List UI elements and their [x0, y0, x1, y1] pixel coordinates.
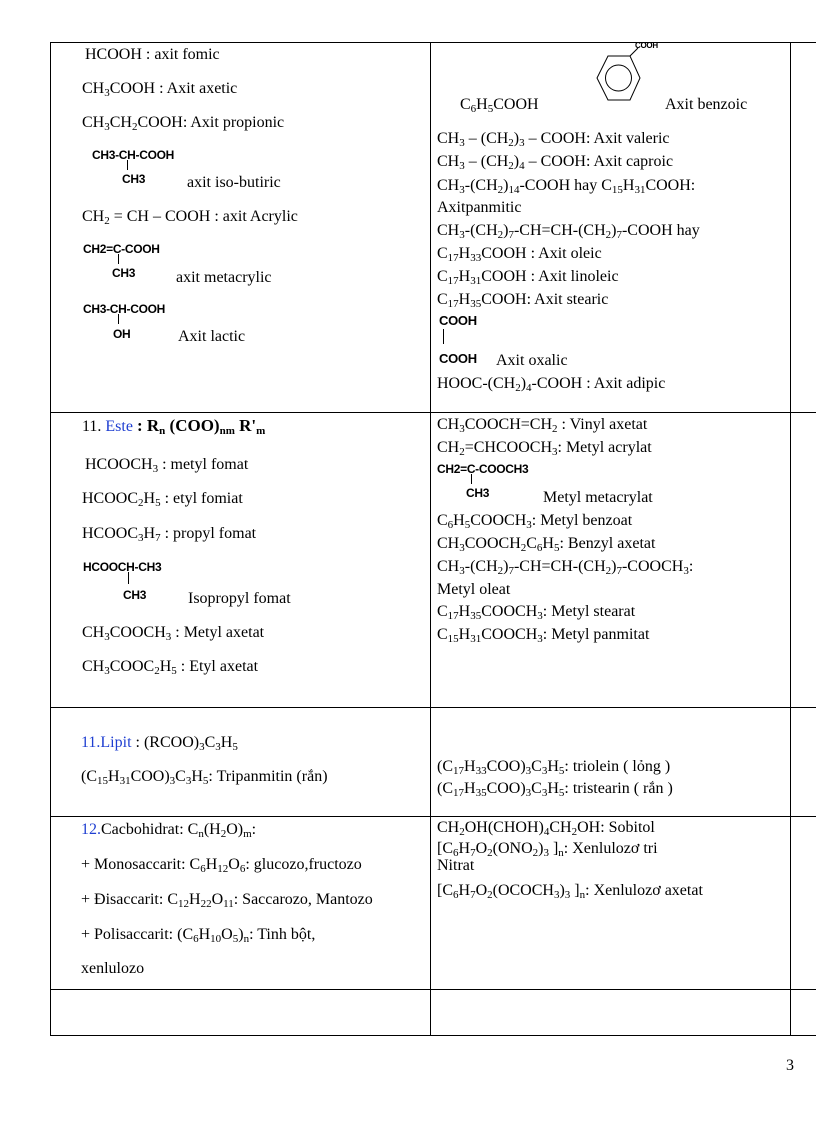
acrylic-acid: $CH_2$ = CH – COOH : axit Acrylic [82, 208, 298, 227]
isopropyl-name: Isopropyl fomat [188, 590, 291, 607]
panmitic-name: Axitpanmitic [437, 199, 522, 216]
lactic-structure-top: CH3-CH-COOH [83, 302, 166, 316]
table-border-bottom [50, 1035, 816, 1036]
methyl-oleate-name: Metyl oleat [437, 581, 511, 598]
oxalic-name: Axit oxalic [496, 352, 568, 369]
bond-line [443, 329, 444, 344]
stearic-acid: $C_{17}H_{35}COOH$: Axit stearic [437, 291, 609, 310]
row-divider-4 [50, 989, 816, 990]
page-number: 3 [786, 1057, 794, 1074]
triolein: $(C_{17}H_{33}COO)_3C_3H_5$: triolein ( lỏng ) [437, 758, 671, 777]
bond-line [128, 572, 129, 584]
bond-line [471, 474, 472, 484]
methyl-acrylate: $CH_2=CHCOOCH_3$: Metyl acrylat [437, 439, 652, 458]
oxalic-bottom: COOH [439, 351, 477, 366]
benzene-ring-icon [580, 48, 660, 110]
disaccarit: + Đisaccarit: $C_{12}H_{22}O_{11}$: Saccarozo, Mantozo [81, 891, 373, 910]
benzoic-name: Axit benzoic [665, 96, 748, 113]
lactic-name: Axit lactic [178, 328, 246, 345]
sobitol: $CH_2OH(CHOH)_4CH_2OH$: Sobitol [437, 819, 655, 838]
row-divider-2 [50, 707, 816, 708]
benzoic-formula: $C_6H_5COOH$ [460, 96, 539, 115]
oleic-acid: $C_{17}H_{33}COOH$ : Axit oleic [437, 245, 602, 264]
compound-table [50, 42, 816, 1035]
metacrylat-structure-bottom: CH3 [466, 486, 490, 500]
valeric-acid: $CH_3 - (CH_2)_3$ – COOH: Axit valeric [437, 130, 670, 149]
column-divider-2 [790, 42, 791, 1035]
xenlulozo-trinitrat-2: Nitrat [437, 857, 475, 874]
table-border-top [50, 42, 816, 43]
bond-line [127, 160, 128, 170]
methyl-oleate-formula: $CH_3-(CH_2)_7-CH=CH-(CH_2)_7-COOCH_3$: [437, 558, 694, 577]
iso-butiric-structure-bottom: CH3 [122, 172, 146, 186]
polisaccarit-xenlulozo: xenlulozo [81, 960, 145, 977]
caproic-acid: $CH_3 - (CH_2)_4$ – COOH: Axit caproic [437, 153, 674, 172]
cacbohidrat-heading: 12.Cacbohidrat: $C_n(H_2O)_m$: [81, 821, 257, 840]
methyl-acetate: $CH_3COOCH_3$ : Metyl axetat [82, 624, 265, 643]
panmitic-acid: $CH_3-(CH_2)_{14}$-COOH hay $C_{15}H_{31}COOH$: [437, 177, 696, 196]
methyl-stearate: $C_{17}H_{35}COOCH_3$: Metyl stearat [437, 603, 636, 622]
bond-line [118, 314, 119, 324]
metacrylic-structure-bottom: CH3 [112, 266, 136, 280]
iso-butiric-name: axit iso-butiric [187, 174, 281, 191]
table-border-left [50, 42, 51, 1035]
benzoic-cooh-label: COOH [635, 41, 658, 50]
metacrylat-structure-top: CH2=C-COOCH3 [437, 462, 529, 476]
benzyl-acetate: $CH_3COOCH_2C_6H_5$: Benzyl axetat [437, 535, 656, 554]
column-divider-1 [430, 42, 431, 1035]
lactic-structure-bottom: OH [113, 327, 131, 341]
metacrylic-name: axit metacrylic [176, 269, 272, 286]
adipic-acid: HOOC-$(CH_2)_4$-COOH : Axit adipic [437, 375, 666, 394]
lipit-heading: 11.Lipit : $(RCOO)_3C_3H_5$ [81, 734, 238, 753]
polisaccarit: + Polisaccarit: $(C_6H_{10}O_5)_n$: Tinh bột, [81, 926, 316, 945]
xenlulozo-trinitrat: [$C_6H_7O_2(ONO_2)_3$ ]$_n$: Xenlulozơ tri [437, 840, 658, 859]
methyl-benzoate: $C_6H_5COOCH_3$: Metyl benzoat [437, 512, 633, 531]
row-divider-1 [50, 412, 816, 413]
xenlulozo-axetat: [$C_6H_7O_2(OCOCH_3)_3$ ]$_n$: Xenlulozơ axetat [437, 882, 703, 901]
formic-acid: HCOOH : axit fomic [85, 46, 220, 63]
tristearin: $(C_{17}H_{35}COO)_3C_3H_5$: tristearin ( rắn ) [437, 780, 673, 799]
oleic-formula: $CH_3-(CH_2)_7-CH=CH-(CH_2)_7$-COOH hay [437, 222, 700, 241]
monosaccarit: + Monosaccarit: $C_6H_{12}O_6$: glucozo,fructozo [81, 856, 362, 875]
este-heading: 11. Este : $R_n$ $(COO)_{nm}$ $R'_m$ [82, 416, 266, 437]
isopropyl-structure-bottom: CH3 [123, 588, 147, 602]
propyl-formate: $HCOOC_3H_7$ : propyl fomat [82, 525, 257, 544]
methyl-formate: $HCOOCH_3$ : metyl fomat [85, 456, 249, 475]
tripanmitin: $(C_{15}H_{31}COO)_3C_3H_5$: Tripanmitin (rắn) [81, 768, 328, 787]
metacrylic-structure-top: CH2=C-COOH [83, 242, 160, 256]
bond-line [118, 254, 119, 264]
iso-butiric-structure-top: CH3-CH-COOH [92, 148, 175, 162]
metacrylat-name: Metyl metacrylat [543, 489, 653, 506]
linoleic-acid: $C_{17}H_{31}COOH$ : Axit linoleic [437, 268, 619, 287]
row-divider-3 [50, 816, 816, 817]
propionic-acid: $CH_3CH_2COOH$: Axit propionic [82, 114, 285, 133]
oxalic-top: COOH [439, 313, 477, 328]
ethyl-formate: $HCOOC_2H_5$ : etyl fomiat [82, 490, 243, 509]
acetic-acid: $CH_3COOH$ : Axit axetic [82, 80, 238, 99]
methyl-palmitate: $C_{15}H_{31}COOCH_3$: Metyl panmitat [437, 626, 650, 645]
isopropyl-structure-top: HCOOCH-CH3 [83, 560, 162, 574]
vinyl-acetate: $CH_3COOCH=CH_2$ : Vinyl axetat [437, 416, 648, 435]
ethyl-acetate: $CH_3COOC_2H_5$ : Etyl axetat [82, 658, 259, 677]
